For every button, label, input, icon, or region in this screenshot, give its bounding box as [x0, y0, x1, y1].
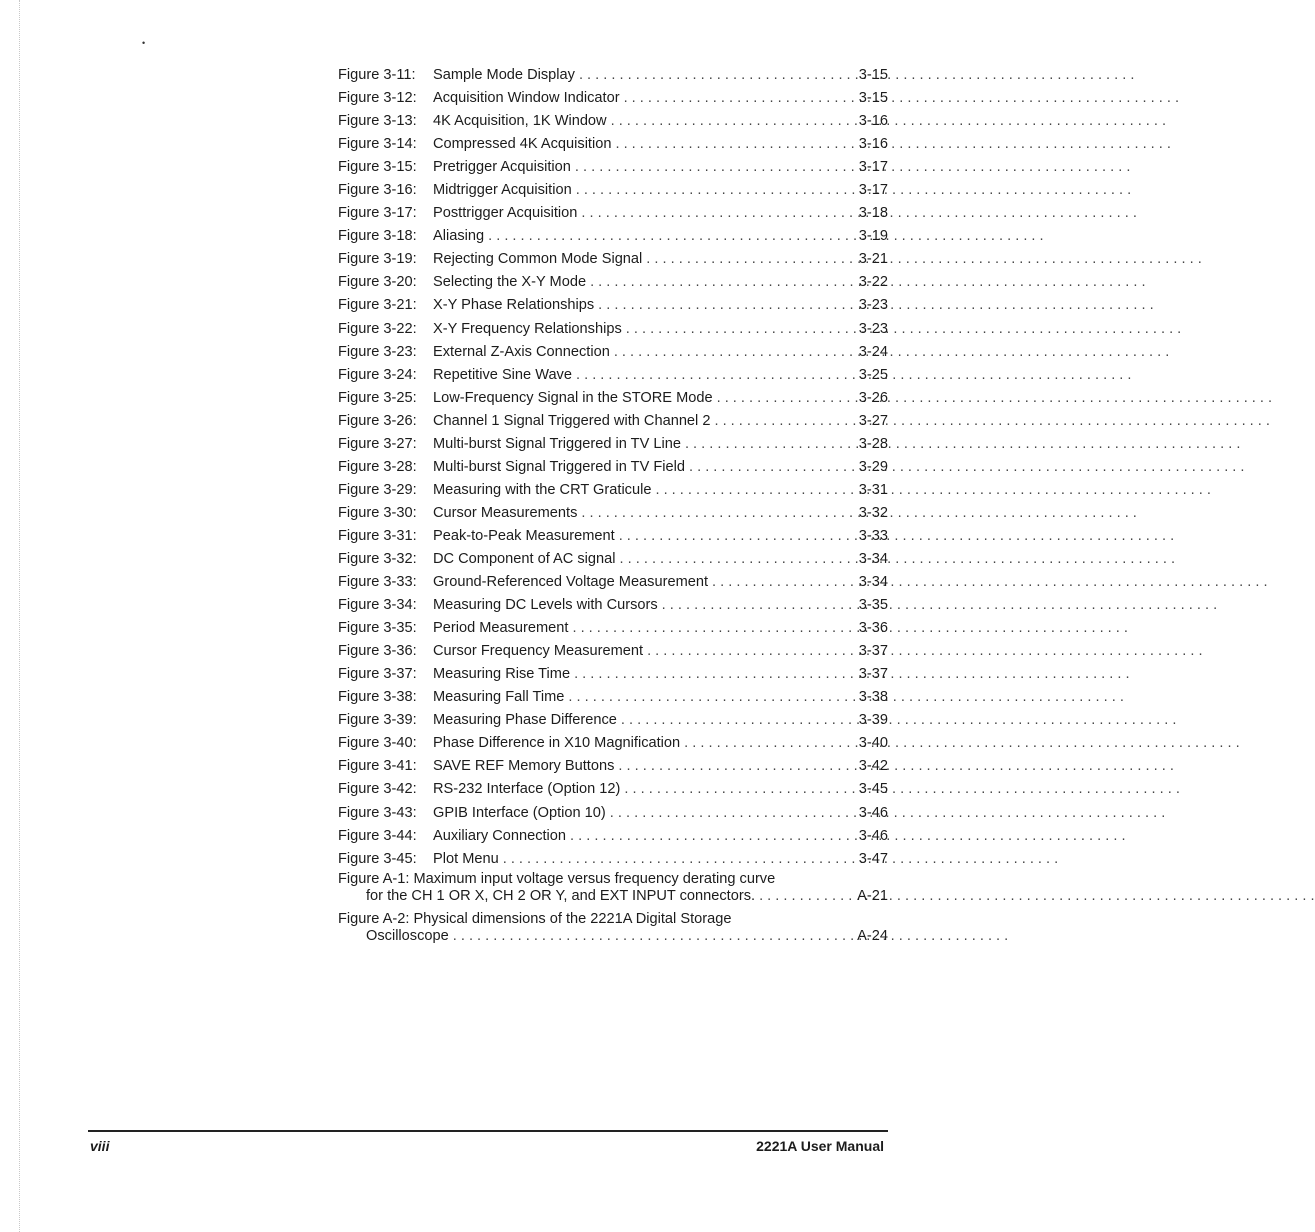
entry-label: Figure 3-27: — [338, 435, 417, 452]
entry-page: 3-39 — [858, 712, 888, 729]
entry-label: Figure 3-36: — [338, 643, 417, 660]
entry-label: Figure 3-40: — [338, 735, 417, 752]
entry-label: Figure 3-45: — [338, 850, 417, 867]
entry-title: Multi-burst Signal Triggered in TV Line — [433, 435, 681, 452]
leader-dots — [620, 87, 822, 110]
entry-page: 3-17 — [858, 182, 888, 199]
entry-page: 3-29 — [858, 458, 888, 475]
entry-title: Acquisition Window Indicator — [433, 90, 620, 107]
list-item — [338, 294, 888, 317]
list-item — [338, 848, 888, 871]
leader-dots — [570, 663, 822, 686]
leader-dots — [607, 110, 822, 133]
entry-page: 3-22 — [858, 274, 888, 291]
entry-title: Measuring Phase Difference — [433, 712, 617, 729]
entry-page: 3-17 — [858, 159, 888, 176]
entry-title: Channel 1 Signal Triggered with Channel 2 — [433, 412, 711, 429]
entry-page: 3-45 — [858, 781, 888, 798]
entry-label: Figure 3-12: — [338, 90, 417, 107]
entry-label: Figure 3-32: — [338, 550, 417, 567]
list-of-figures — [338, 64, 888, 953]
manual-title: 2221A User Manual — [756, 1138, 884, 1154]
list-item — [338, 479, 888, 502]
entry-title: 4K Acquisition, 1K Window — [433, 113, 607, 130]
entry-label: Figure 3-35: — [338, 620, 417, 637]
list-item — [338, 732, 888, 755]
footer-rule — [88, 1130, 888, 1132]
entry-label: Figure 3-29: — [338, 481, 417, 498]
list-item — [338, 640, 888, 663]
list-item — [338, 456, 888, 479]
entry-title: SAVE REF Memory Buttons — [433, 758, 615, 775]
leader-dots — [499, 848, 822, 871]
list-item — [338, 709, 888, 732]
entry-label: Figure 3-39: — [338, 712, 417, 729]
list-item — [338, 755, 888, 778]
entry-page: 3-37 — [858, 666, 888, 683]
entry-title-continued: Oscilloscope — [366, 927, 449, 944]
entry-page: 3-36 — [858, 620, 888, 637]
entry-title: X-Y Phase Relationships — [433, 297, 595, 314]
entry-title: Phase Difference in X10 Magnification — [433, 735, 681, 752]
entry-label: Figure 3-16: — [338, 182, 417, 199]
entry-title: Cursor Frequency Measurement — [433, 643, 644, 660]
entry-label: Figure 3-26: — [338, 412, 417, 429]
entry-title-continued: for the CH 1 OR X, CH 2 OR Y, and EXT INPUT connectors. — [366, 887, 756, 904]
leader-dots — [643, 640, 822, 663]
list-item — [338, 271, 888, 294]
entry-page: A-24 — [857, 927, 888, 944]
leader-dots — [564, 686, 822, 709]
entry-title: Measuring with the CRT Graticule — [433, 481, 652, 498]
list-item — [338, 778, 888, 801]
entry-page: 3-47 — [858, 850, 888, 867]
entry-title: Ground-Referenced Voltage Measurement — [433, 574, 709, 591]
list-item — [338, 548, 888, 571]
entry-title: Plot Menu — [433, 850, 499, 867]
list-item — [338, 248, 888, 271]
leader-dots — [620, 778, 822, 801]
entry-title: X-Y Frequency Relationships — [433, 320, 622, 337]
entry-label: Figure 3-38: — [338, 689, 417, 706]
entry-label: Figure 3-34: — [338, 597, 417, 614]
entry-title: Period Measurement — [433, 620, 569, 637]
entry-page: A-21 — [857, 887, 888, 904]
entry-title: Pretrigger Acquisition — [433, 159, 571, 176]
entry-page: 3-32 — [858, 504, 888, 521]
entry-page: 3-42 — [858, 758, 888, 775]
entry-label: Figure 3-23: — [338, 343, 417, 360]
entry-title: Compressed 4K Acquisition — [433, 136, 612, 153]
leader-dots — [577, 202, 822, 225]
leader-dots — [594, 294, 822, 317]
entry-label: Figure 3-11: — [338, 67, 416, 83]
leader-dots — [575, 64, 822, 87]
entry-title: Measuring DC Levels with Cursors — [433, 597, 658, 614]
list-item — [338, 202, 888, 225]
leader-dots — [586, 271, 822, 294]
entry-label: Figure 3-19: — [338, 251, 417, 268]
list-item — [338, 64, 888, 87]
entry-page: 3-34 — [858, 550, 888, 567]
list-item — [338, 871, 888, 911]
entry-title: Auxiliary Connection — [433, 827, 567, 844]
entry-label: Figure 3-43: — [338, 804, 417, 821]
entry-title: Cursor Measurements — [433, 504, 578, 521]
entry-title: Measuring Fall Time — [433, 689, 565, 706]
list-item — [338, 387, 888, 410]
list-item — [338, 594, 888, 617]
leader-dots — [572, 364, 822, 387]
leader-dots — [614, 755, 822, 778]
entry-page: 3-34 — [858, 574, 888, 591]
leader-dots — [651, 479, 822, 502]
entry-label: Figure 3-25: — [338, 389, 417, 406]
leader-dots — [658, 594, 822, 617]
entry-label: Figure 3-18: — [338, 228, 417, 245]
entry-title: Rejecting Common Mode Signal — [433, 251, 643, 268]
entry-label: Figure 3-42: — [338, 781, 417, 798]
leader-dots — [710, 410, 822, 433]
entry-page: 3-15 — [858, 90, 888, 107]
entry-label: Figure 3-37: — [338, 666, 417, 683]
entry-label: Figure 3-24: — [338, 366, 417, 383]
entry-title: External Z-Axis Connection — [433, 343, 610, 360]
list-item — [338, 686, 888, 709]
list-item — [338, 179, 888, 202]
entry-title: Peak-to-Peak Measurement — [433, 527, 615, 544]
leader-dots — [577, 502, 822, 525]
leader-dots — [617, 709, 822, 732]
entry-label: Figure 3-13: — [338, 113, 417, 130]
entry-page: 3-19 — [858, 228, 888, 245]
entry-page: 3-27 — [858, 412, 888, 429]
entry-label: Figure A-1: — [338, 871, 410, 888]
entry-label: Figure 3-14: — [338, 136, 417, 153]
list-item — [338, 802, 888, 825]
entry-page: 3-31 — [858, 481, 888, 498]
entry-page: 3-15 — [858, 67, 888, 83]
entry-label: Figure 3-15: — [338, 159, 417, 176]
list-item — [338, 663, 888, 686]
entry-page: 3-21 — [858, 251, 888, 268]
leader-dots — [606, 802, 822, 825]
figure-entries — [338, 64, 888, 871]
list-item — [338, 911, 888, 953]
entry-label: Figure 3-31: — [338, 527, 417, 544]
leader-dots — [681, 433, 822, 456]
leader-dots — [642, 248, 822, 271]
list-item — [338, 364, 888, 387]
leader-dots — [615, 525, 822, 548]
entry-title: Maximum input voltage versus frequency derating curve — [413, 871, 776, 888]
leader-dots — [566, 825, 822, 848]
leader-dots — [568, 617, 822, 640]
list-item — [338, 341, 888, 364]
entry-page: 3-46 — [858, 804, 888, 821]
entry-page: 3-33 — [858, 527, 888, 544]
entry-label: Figure 3-22: — [338, 320, 417, 337]
list-item — [338, 410, 888, 433]
entry-page: 3-16 — [858, 136, 888, 153]
leader-dots — [713, 387, 822, 410]
entry-label: Figure 3-41: — [338, 758, 417, 775]
entry-title: Multi-burst Signal Triggered in TV Field — [433, 458, 685, 475]
entry-page: 3-46 — [858, 827, 888, 844]
list-item — [338, 110, 888, 133]
entry-title: Selecting the X-Y Mode — [433, 274, 587, 291]
entry-label: Figure 3-44: — [338, 827, 417, 844]
entry-page: 3-24 — [858, 343, 888, 360]
entry-title: Measuring Rise Time — [433, 666, 571, 683]
entry-page: 3-37 — [858, 643, 888, 660]
entry-title: Low-Frequency Signal in the STORE Mode — [433, 389, 713, 406]
page-edge — [19, 0, 20, 1232]
entry-page: 3-28 — [858, 435, 888, 452]
list-item — [338, 225, 888, 248]
entry-title: Aliasing — [433, 228, 485, 245]
list-item — [338, 617, 888, 640]
list-item — [338, 525, 888, 548]
list-item — [338, 318, 888, 341]
leader-dots — [572, 179, 822, 202]
leader-dots — [755, 888, 822, 905]
entry-label: Figure A-2: — [338, 911, 410, 928]
entry-label: Figure 3-28: — [338, 458, 417, 475]
list-item — [338, 825, 888, 848]
entry-page: 3-23 — [858, 320, 888, 337]
entry-label: Figure 3-20: — [338, 274, 417, 291]
entry-label: Figure 3-30: — [338, 504, 417, 521]
entry-title: Sample Mode Display — [433, 67, 575, 83]
entry-page: 3-40 — [858, 735, 888, 752]
leader-dots — [708, 571, 822, 594]
entry-label: Figure 3-33: — [338, 574, 417, 591]
entry-page: 3-26 — [858, 389, 888, 406]
entry-title: Posttrigger Acquisition — [433, 205, 578, 222]
entry-label: Figure 3-17: — [338, 205, 417, 222]
entry-page: 3-35 — [858, 597, 888, 614]
scan-speck: • — [142, 38, 146, 48]
entry-page: 3-38 — [858, 689, 888, 706]
entry-page: 3-23 — [858, 297, 888, 314]
entry-title: Midtrigger Acquisition — [433, 182, 572, 199]
list-item — [338, 433, 888, 456]
leader-dots — [685, 456, 822, 479]
entry-title: RS-232 Interface (Option 12) — [433, 781, 621, 798]
leader-dots — [571, 156, 822, 179]
list-item — [338, 571, 888, 594]
list-item — [338, 502, 888, 525]
leader-dots — [611, 133, 822, 156]
leader-dots — [610, 341, 822, 364]
list-item — [338, 133, 888, 156]
entry-title: Repetitive Sine Wave — [433, 366, 572, 383]
entry-title: DC Component of AC signal — [433, 550, 616, 567]
leader-dots — [484, 225, 822, 248]
leader-dots — [616, 548, 822, 571]
list-item — [338, 156, 888, 179]
entry-title: GPIB Interface (Option 10) — [433, 804, 606, 821]
leader-dots — [622, 318, 822, 341]
leader-dots — [680, 732, 822, 755]
entry-label: Figure 3-21: — [338, 297, 417, 314]
list-item — [338, 87, 888, 110]
entry-page: 3-18 — [858, 205, 888, 222]
entry-page: 3-16 — [858, 113, 888, 130]
entry-page: 3-25 — [858, 366, 888, 383]
page-number: viii — [90, 1138, 110, 1154]
entry-title: Physical dimensions of the 2221A Digital Storage — [413, 911, 732, 928]
leader-dots — [449, 928, 822, 945]
